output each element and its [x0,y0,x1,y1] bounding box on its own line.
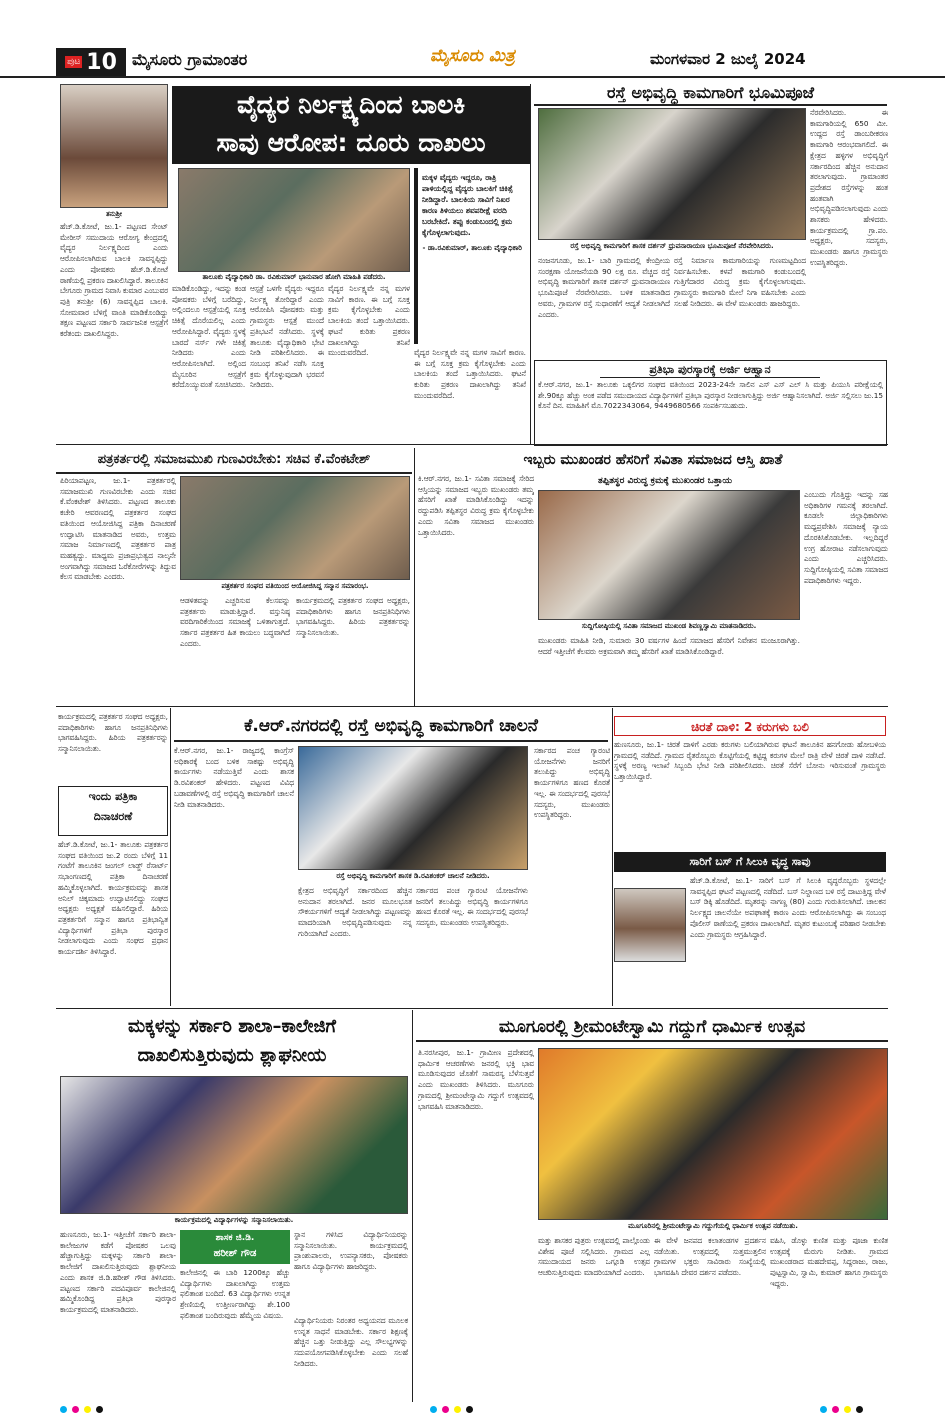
road-work-caption: ರಸ್ತೆ ಅಭಿವೃದ್ಧಿ ಕಾಮಗಾರಿಗೆ ಶಾಸಕ ಡಿ.ರವಿಶಂಕರ್ ಚಾಲನೆ ನೀಡಿದರು. [336,872,490,880]
column-rule [412,1010,413,1402]
students-photo [60,1076,408,1214]
print-registration-marks [60,1406,103,1413]
row-rule [56,706,888,707]
article-body: ಕಾರ್ಯಕ್ರಮದಲ್ಲಿ ಪತ್ರಕರ್ತರ ಸಂಘದ ಅಧ್ಯಕ್ಷರು, ಪದಾಧಿಕಾರಿಗಳು ಹಾಗೂ ಜನಪ್ರತಿನಿಧಿಗಳು ಭಾಗವಹಿಸಿದ್ದರು. ಹಿರಿಯ ಪತ್ರಕರ್ತರನ್ನು ಸನ್ಮಾನಿಸಲಾಯಿತು. [296,596,410,638]
article-body: ಹೆಚ್.ಡಿ.ಕೋಟೆ, ಜು.1- ಪಟ್ಟಣದ ಸೇಂಟ್ ಮೇರೀಸ್ ಸಮುದಾಯ ಆರೋಗ್ಯ ಕೇಂದ್ರದಲ್ಲಿ ವೈದ್ಯರ ನಿರ್ಲಕ್ಷ್ಯದಿಂದ ಎಂದು ಆರೋಪಿಸಲಾಗಿರುವ ಬಾಲಕಿ ಸಾವನ್ನಪ್ಪಿದ್ದು ಎಂದು ಪೋಷಕರು ಹೆಚ್.ಡಿ.ಕೋಟೆ ಠಾಣೆಯಲ್ಲಿ ಪ್ರಕರಣ ದಾಖಲಿಸಿದ್ದಾರೆ. ತಾಲೂಕಿನ ಬೇಗೂರು ಗ್ರಾಮದ ನಿವಾಸಿ ಕುಮಾರ ಎಂಬುವರ ಪುತ್ರಿ ತನುಶ್ರೀ (6) ಸಾವನ್ನಪ್ಪಿದ ಬಾಲಕಿ. ಸೋಮವಾರ ಬೆಳಿಗ್ಗೆ ವಾಂತಿ ಮಾಡಿಕೊಂಡಿದ್ದು ತಕ್ಷಣ ಪಟ್ಟಣದ ಸರ್ಕಾರಿ ಸಾರ್ವಜನಿಕ ಆಸ್ಪತ್ರೆಗೆ ಕರೆತಂದು ದಾಖಲಿಸಿದ್ದರು. [60,222,168,339]
article-subheadline: ತಪ್ಪಿತಸ್ಥರ ವಿರುದ್ಧ ಕ್ರಮಕ್ಕೆ ಮುಖಂಡರ ಒತ್ತಾಯ [597,476,733,486]
column-rule [170,708,171,1006]
press-event-photo [180,476,410,580]
article-body: ನಂಜನಗೂಡು, ಜು.1- ಬಾರಿ ಗ್ರಾಮದಲ್ಲಿ ಕೇಂದ್ರೀಯ ಸಂರಕ್ಷಣಾ ಯೋಜನೆಯಡಿ 90 ಲಕ್ಷ ರೂ. ವೆಚ್ಚದ ರಸ್ತೆ ಅಭಿವೃದ್ಧಿ ಕಾಮಗಾರಿಗೆ ಶಾಸಕ ದರ್ಶನ್ ಧ್ರುವನಾರಾಯಣ ಭೂಮಿಪೂಜೆ ನೆರವೇರಿಸಿದರು. ಬಳಿಕ ಮಾತನಾಡಿದ ಅವರು, ಗ್ರಾಮಗಳ ರಸ್ತೆ ಸುಧಾರಣೆಗೆ ಆದ್ಯತೆ ನೀಡಲಾಗಿದೆ ಎಂದರು. [538,256,670,319]
article-body: ಈ ವೇಳೆ ಜನಪದ ಕಲಾತಂಡಗಳ ಪ್ರದರ್ಶನ ನಡೆಯಿತು. ಉತ್ಸವದಲ್ಲಿ ಸುತ್ತಮುತ್ತಲಿನ ಗ್ರಾಮಗಳ ಭಕ್ತರು ಸಾವಿರಾರು ಸಂಖ್ಯೆಯಲ್ಲಿ ಭಾಗವಹಿಸಿ ದೇವರ ದರ್ಶನ ಪಡೆದರು. [654,1236,766,1278]
masthead: ಮೈಸೂರು ಮಿತ್ರ [430,46,515,66]
headline-line-1: ವೈದ್ಯರ ನಿರ್ಲಕ್ಷ್ಯದಿಂದ ಬಾಲಕಿ [236,90,466,119]
students-caption: ಕಾರ್ಯಕ್ರಮದಲ್ಲಿ ವಿದ್ಯಾರ್ಥಿಗಳನ್ನು ಸನ್ಮಾನಿಸಲಾಯಿತು. [174,1216,294,1224]
article-body: ಕ್ಷೇತ್ರದ ಅಭಿವೃದ್ಧಿಗೆ ಸರ್ಕಾರದಿಂದ ಹೆಚ್ಚಿನ ಅನುದಾನ ತರಲಾಗಿದೆ. ಜನರ ಮೂಲಭೂತ ಸೌಕರ್ಯಗಳಿಗೆ ಆದ್ಯತೆ ನೀಡಲಾಗಿದ್ದು ಪಟ್ಟಣವನ್ನು ಮಾದರಿಯಾಗಿ ಅಭಿವೃದ್ಧಿಪಡಿಸುವುದು ನನ್ನ ಗುರಿಯಾಗಿದೆ ಎಂದರು. [298,886,412,938]
article-headline: ಮೂಗೂರಲ್ಲಿ ಶ್ರೀಮಂಟೇಸ್ವಾಮಿ ಗದ್ದುಗೆ ಧಾರ್ಮಿಕ ಉತ್ಸವ [416,1012,888,1042]
print-registration-marks [430,1406,473,1413]
quote-author: - ಡಾ.ರವಿಕುಮಾರ್, ತಾಲೂಕು ವೈದ್ಯಾಧಿಕಾರಿ [422,244,522,252]
article-headline: ಇಬ್ಬರು ಮುಖಂಡರ ಹೆಸರಿಗೆ ಸವಿತಾ ಸಮಾಜದ ಆಸ್ತಿ ಖಾತೆ [523,452,783,468]
article-headline [172,86,530,164]
hospital-photo-caption: ತಾಲೂಕು ವೈದ್ಯಾಧಿಕಾರಿ ಡಾ. ರವಿಕುಮಾರ್ ಭಾನುವಾರ ಹೋಗಿ ಮಾಹಿತಿ ಪಡೆದರು. [202,273,386,281]
notice-headline: ಪ್ರತಿಭಾ ಪುರಸ್ಕಾರಕ್ಕೆ ಅರ್ಜಿ ಆಹ್ವಾನ [600,362,820,378]
groundbreaking-caption: ರಸ್ತೆ ಅಭಿವೃದ್ಧಿ ಕಾಮಗಾರಿಗೆ ಶಾಸಕ ದರ್ಶನ್ ಧ್ರುವನಾರಾಯಣ ಭೂಮಿಪೂಜೆ ನೆರವೇರಿಸಿದರು. [570,242,774,250]
article-body: ಸರ್ಕಾರದ ಪಂಚ ಗ್ಯಾರಂಟಿ ಯೋಜನೆಗಳು ಜನರಿಗೆ ತಲುಪಿದ್ದು ಅಭಿವೃದ್ಧಿ ಕಾರ್ಯಗಳಿಗೂ ಹಣದ ಕೊರತೆ ಇಲ್ಲ. ಈ ಸಂದರ್ಭದಲ್ಲಿ ಪುರಸಭೆ ಸದಸ್ಯರು, ಮುಖಂಡರು ಉಪಸ್ಥಿತರಿದ್ದರು. [534,746,610,820]
headline-line-1: ಮಕ್ಕಳನ್ನು ಸರ್ಕಾರಿ ಶಾಲಾ–ಕಾಲೇಜಿಗೆ [127,1016,337,1037]
section-title: ಮೈಸೂರು ಗ್ರಾಮಾಂತರ [132,50,248,69]
article-body: ವೈದ್ಯರ ನಿರ್ಲಕ್ಷ್ಯವೇ ನನ್ನ ಮಗಳ ಸಾವಿಗೆ ಕಾರಣ. ಈ ಬಗ್ಗೆ ಸೂಕ್ತ ಕ್ರಮ ಕೈಗೊಳ್ಳಬೇಕು ಎಂದು ಬಾಲಕಿಯ ತಂದೆ ಒತ್ತಾಯಿಸಿದರು. ಘಟನೆ ಕುರಿತು ಪ್ರಕರಣ ದಾಖಲಾಗಿದ್ದು ತನಿಖೆ ಮುಂದುವರೆದಿದೆ. [328,284,410,358]
article-body: ಮತ್ತು ಶಾಸಕರ ಪುತ್ರರು ಉತ್ಸವದಲ್ಲಿ ಪಾಲ್ಗೊಂಡು ವಿಶೇಷ ಪೂಜೆ ಸಲ್ಲಿಸಿದರು. ಗ್ರಾಮದ ಎಲ್ಲ ಸಮುದಾಯದ ಜನರು ಒಗ್ಗೂಡಿ ಉತ್ಸವ ಆಚರಿಸುತ್ತಿರುವುದು ಮಾದರಿಯಾಗಿದೆ ಎಂದರು. [538,1236,650,1278]
mla-title: ಶಾಸಕ ಜಿ.ಡಿ. [215,1233,255,1243]
article-headline: ಸಾರಿಗೆ ಬಸ್ ಗೆ ಸಿಲುಕಿ ವೃದ್ಧ ಸಾವು [614,852,886,872]
article-body: ತಿ.ನರಸೀಪುರ, ಜು.1- ಗ್ರಾಮೀಣ ಪ್ರದೇಶದಲ್ಲಿ ಧಾರ್ಮಿಕ ಆಚರಣೆಗಳು ಜನರಲ್ಲಿ ಭಕ್ತಿ ಭಾವ ಮೂಡಿಸುವುದರ ಜೊತೆಗೆ ಸಾಮರಸ್ಯ ಬೆಳೆಸುತ್ತವೆ ಎಂದು ಮುಖಂಡರು ತಿಳಿಸಿದರು. ಮೂಗೂರು ಗ್ರಾಮದಲ್ಲಿ ಶ್ರೀಮಂಟೇಸ್ವಾಮಿ ಗದ್ದುಗೆ ಉತ್ಸವದಲ್ಲಿ ಭಾಗವಹಿಸಿ ಮಾತನಾಡಿದರು. [418,1048,534,1111]
article-body: ವೈದ್ಯರ ನಿರ್ಲಕ್ಷ್ಯವೇ ನನ್ನ ಮಗಳ ಸಾವಿಗೆ ಕಾರಣ. ಈ ಬಗ್ಗೆ ಸೂಕ್ತ ಕ್ರಮ ಕೈಗೊಳ್ಳಬೇಕು ಎಂದು ಬಾಲಕಿಯ ತಂದೆ ಒತ್ತಾಯಿಸಿದರು. ಘಟನೆ ಕುರಿತು ಪ್ರಕರಣ ದಾಖಲಾಗಿದ್ದು ತನಿಖೆ ಮುಂದುವರೆದಿದೆ. [414,348,526,400]
road-work-photo [298,746,528,870]
festival-caption: ಮೂಗೂರಿನಲ್ಲಿ ಶ್ರೀಮಂಟೇಸ್ವಾಮಿ ಗದ್ದುಗೆಯಲ್ಲಿ ಧಾರ್ಮಿಕ ಉತ್ಸವ ನಡೆಯಿತು. [628,1222,798,1230]
portrait-photo [60,84,168,208]
headline-line-2: ದಾಖಲಿಸುತ್ತಿರುವುದು ಶ್ಲಾಘನೀಯ [137,1045,327,1066]
article-headline [56,1012,408,1070]
press-event-caption: ಪತ್ರಕರ್ತರ ಸಂಘದ ವತಿಯಿಂದ ಆಯೋಜಿಸಿದ್ದ ಸನ್ಮಾನ ಸಮಾರಂಭ. [221,582,369,590]
article-body: ವಹಿಸಿ, ಡೊಳ್ಳು ಕುಣಿತ ಮತ್ತು ಪೂಜಾ ಕುಣಿತ ಉತ್ಸವಕ್ಕೆ ಮೆರುಗು ನೀಡಿತು. ಗ್ರಾಮದ ಮುಖಂಡರಾದ ಮಹದೇವಪ್ಪ, ಸಿದ್ದರಾಜು, ರಾಜು, ಪುಟ್ಟಸ್ವಾಮಿ, ಸ್ವಾಮಿ, ಕುಮಾರ್ ಹಾಗೂ ಗ್ರಾಮಸ್ಥರು ಇದ್ದರು. [770,1236,888,1288]
divider [534,104,887,106]
page-number: 10 [86,49,117,75]
article-body: ಎಂಬುದು ಗೊತ್ತಿದ್ದು ಇದನ್ನು ಸಹ ಅಧಿಕಾರಿಗಳ ಗಮನಕ್ಕೆ ತರಲಾಗಿದೆ. ಕೂಡಲೇ ಜಿಲ್ಲಾಧಿಕಾರಿಗಳು ಮಧ್ಯಪ್ರವೇಶಿಸಿ ಸಮಾಜಕ್ಕೆ ನ್ಯಾಯ ದೊರಕಿಸಿಕೊಡಬೇಕು. ಇಲ್ಲದಿದ್ದರೆ ಉಗ್ರ ಹೋರಾಟ ನಡೆಸಲಾಗುವುದು ಎಂದು ಎಚ್ಚರಿಸಿದರು. ಸುದ್ದಿಗೋಷ್ಠಿಯಲ್ಲಿ ಸವಿತಾ ಸಮಾಜದ ಪದಾಧಿಕಾರಿಗಳು ಇದ್ದರು. [804,490,888,585]
page-label: ಪುಟ [67,57,81,67]
row-rule [56,1008,888,1009]
row-rule [56,444,888,445]
article-body: ಹೆಚ್.ಡಿ.ಕೋಟೆ, ಜು.1- ತಾಲೂಕು ಪತ್ರಕರ್ತರ ಸಂಘದ ವತಿಯಿಂದ ಜು.2 ರಂದು ಬೆಳಿಗ್ಗೆ 11 ಗಂಟೆಗೆ ತಾಲೂಕಿನ ಜಂಗಲ್ ಲಾಡ್ಜ್ ರೆಸಾರ್ಟ್ ಸಭಾಂಗಣದಲ್ಲಿ ಪತ್ರಿಕಾ ದಿನಾಚರಣೆ ಹಮ್ಮಿಕೊಳ್ಳಲಾಗಿದೆ. ಕಾರ್ಯಕ್ರಮವನ್ನು ಶಾಸಕ ಅನಿಲ್ ಚಿಕ್ಕಮಾದು ಉದ್ಘಾಟಿಸಲಿದ್ದು ಸಂಘದ ಅಧ್ಯಕ್ಷರು ಅಧ್ಯಕ್ಷತೆ ವಹಿಸಲಿದ್ದಾರೆ. ಹಿರಿಯ ಪತ್ರಕರ್ತರಿಗೆ ಸನ್ಮಾನ ಹಾಗೂ ಪ್ರತಿಭಾನ್ವಿತ ವಿದ್ಯಾರ್ಥಿಗಳಿಗೆ ಪ್ರತಿಭಾ ಪುರಸ್ಕಾರ ನೀಡಲಾಗುವುದು ಎಂದು ಸಂಘದ ಪ್ರಧಾನ ಕಾರ್ಯದರ್ಶಿ ತಿಳಿಸಿದ್ದಾರೆ. [58,840,168,957]
victim-photo [614,888,686,962]
press-day-line-2: ದಿನಾಚರಣೆ [93,810,133,823]
press-meet-caption: ಸುದ್ದಿಗೋಷ್ಠಿಯಲ್ಲಿ ಸವಿತಾ ಸಮಾಜದ ಮುಖಂಡ ಶಿವಣ್ಣಸ್ವಾಮಿ ಮಾತನಾಡಿದರು. [581,622,757,630]
headline-line-2: ಸಾವು ಆರೋಪ: ದೂರು ದಾಖಲು [216,128,486,157]
notice-body: ಕೆ.ಆರ್.ನಗರ, ಜು.1- ತಾಲೂಕು ಒಕ್ಕಲಿಗರ ಸಂಘದ ವತಿಯಿಂದ 2023-24ನೇ ಸಾಲಿನ ಎಸ್ ಎಸ್ ಎಲ್ ಸಿ ಮತ್ತು ಪಿಯುಸಿ ಪರೀಕ್ಷೆಯಲ್ಲಿ ಶೇ.90ಕ್ಕೂ ಹೆಚ್ಚು ಅಂಕ ಪಡೆದ ಸಮುದಾಯದ ವಿದ್ಯಾರ್ಥಿಗಳಿಗೆ ಪ್ರತಿಭಾ ಪುರಸ್ಕಾರ ನೀಡಲಾಗುತ್ತಿದ್ದು ಅರ್ಜಿ ಆಹ್ವಾನಿಸಲಾಗಿದೆ. ಅರ್ಜಿ ಸಲ್ಲಿಸಲು ಜು.15 ಕೊನೆ ದಿನ. ಮಾಹಿತಿಗೆ ಮೊ.7022343064, 9449680566 ಸಂಪರ್ಕಿಸಬಹುದು. [538,380,883,411]
article-body: ನೆರವೇರಿಸಿದರು. ಈ ಕಾಮಗಾರಿಯಲ್ಲಿ 650 ಮೀ. ಉದ್ದದ ರಸ್ತೆ ಡಾಂಬರೀಕರಣ ಕಾಮಗಾರಿ ಆರಂಭವಾಗಲಿದೆ. ಈ ಕ್ಷೇತ್ರದ ಹಳ್ಳಿಗಳ ಅಭಿವೃದ್ಧಿಗೆ ಸರ್ಕಾರದಿಂದ ಹೆಚ್ಚಿನ ಅನುದಾನ ತರಲಾಗುವುದು. ಗ್ರಾಮಾಂತರ ಪ್ರದೇಶದ ರಸ್ತೆಗಳನ್ನು ಹಂತ ಹಂತವಾಗಿ ಅಭಿವೃದ್ಧಿಪಡಿಸಲಾಗುವುದು ಎಂದು ಶಾಸಕರು ಹೇಳಿದರು. ಕಾರ್ಯಕ್ರಮದಲ್ಲಿ ಗ್ರಾ.ಪಂ. ಅಧ್ಯಕ್ಷರು, ಸದಸ್ಯರು, ಮುಖಂಡರು ಹಾಗೂ ಗ್ರಾಮಸ್ಥರು ಉಪಸ್ಥಿತರಿದ್ದರು. [810,108,888,267]
mla-name: ಹರೀಶ್ ಗೌಡ [213,1248,257,1259]
article-body: ಮಾಡಿಕೊಂಡಿದ್ದು, ಇದನ್ನು ಕಂಡ ಪೋಷಕರು ಬೆಳಿಗ್ಗೆ ಬರೆದಿದ್ದು, ಅಲ್ಲಿಂದಲೂ ಆಸ್ಪತ್ರೆಯಲ್ಲಿ ಸೂಕ್ತ ಚಿಕಿತ್ಸೆ ದೊರೆಯಲಿಲ್ಲ ಎಂದು ಆರೋಪಿಸಿದ್ದಾರೆ. ವೈದ್ಯರು ಸ್ಥಳಕ್ಕೆ ಬಾರದೆ ನರ್ಸ್ ಗಳೇ ಚಿಕಿತ್ಸೆ ನೀಡಿದರು ಎಂದು ಆರೋಪಿಸಲಾಗಿದೆ. ಅಲ್ಲಿಂದ ಮೈಸೂರಿನ ಆಸ್ಪತ್ರೆಗೆ ಕರೆದೊಯ್ಯುವಂತೆ ಸೂಚಿಸಿದರು. [172,284,246,390]
article-body: ಕಿ.ಆರ್.ನಗರ, ಜು.1- ಸವಿತಾ ಸಮಾಜಕ್ಕೆ ಸೇರಿದ ಆಸ್ತಿಯನ್ನು ಸಮಾಜದ ಇಬ್ಬರು ಮುಖಂಡರು ತಮ್ಮ ಹೆಸರಿಗೆ ಖಾತೆ ಮಾಡಿಸಿಕೊಂಡಿದ್ದು ಇದನ್ನು ರದ್ದುಪಡಿಸಿ ತಪ್ಪಿತಸ್ಥರ ವಿರುದ್ಧ ಕ್ರಮ ಕೈಗೊಳ್ಳಬೇಕು ಎಂದು ಸವಿತಾ ಸಮಾಜದ ಮುಖಂಡರು ಒತ್ತಾಯಿಸಿದರು. [418,474,534,537]
column-rule [612,708,613,1006]
article-body: ಸರ್ಕಾರದ ಪಂಚ ಗ್ಯಾರಂಟಿ ಯೋಜನೆಗಳು ಜನರಿಗೆ ತಲುಪಿದ್ದು ಅಭಿವೃದ್ಧಿ ಕಾರ್ಯಗಳಿಗೂ ಹಣದ ಕೊರತೆ ಇಲ್ಲ. ಈ ಸಂದರ್ಭದಲ್ಲಿ ಪುರಸಭೆ ಸದಸ್ಯರು, ಮುಖಂಡರು ಉಪಸ್ಥಿತರಿದ್ದರು. [416,886,528,928]
page-number-box [56,48,126,76]
column-rule [530,84,531,444]
divider [56,472,412,474]
press-day-heading [58,786,168,836]
quote-text: ಮಕ್ಕಳ ವೈದ್ಯರು ಇದ್ದರೂ, ರಾತ್ರಿ ಪಾಳಿಯಲ್ಲಿದ್ದ ವೈದ್ಯರು ಬಾಲಕಿಗೆ ಚಿಕಿತ್ಸೆ ನೀಡಿದ್ದಾರೆ. ಬಾಲಕಿಯ ಸಾವಿಗೆ ನಿಖರ ಕಾರಣ ತಿಳಿಯಲು ಶವಪರೀಕ್ಷೆ ವರದಿ ಬರಬೇಕಿದೆ. ತಪ್ಪು ಕಂಡುಬಂದಲ್ಲಿ ಕ್ರಮ ಕೈಗೊಳ್ಳಲಾಗುವುದು. [422,173,513,237]
article-headline: ಚಿರತೆ ದಾಳಿ: 2 ಕರುಗಳು ಬಲಿ [614,716,886,736]
article-body: ಆಡಳಿತವನ್ನು ಎಚ್ಚರಿಸುವ ಕೆಲಸವನ್ನು ಪತ್ರಕರ್ತರು ಮಾಡುತ್ತಿದ್ದಾರೆ. ವಸ್ತುನಿಷ್ಠ ವರದಿಗಾರಿಕೆಯಿಂದ ಸಮಾಜಕ್ಕೆ ಒಳಿತಾಗುತ್ತದೆ. ಸರ್ಕಾರ ಪತ್ರಕರ್ತರ ಹಿತ ಕಾಯಲು ಬದ್ಧವಾಗಿದೆ ಎಂದರು. [180,596,290,648]
mla-quote-box [180,1230,290,1264]
press-meet-photo [538,490,800,620]
press-day-line-1: ಇಂದು ಪತ್ರಿಕಾ [88,790,138,803]
article-body: ಕಾಲೇಜಿನಲ್ಲಿ ಈ ಬಾರಿ 1200ಕ್ಕೂ ಹೆಚ್ಚು ವಿದ್ಯಾರ್ಥಿಗಳು ದಾಖಲಾಗಿದ್ದು ಉತ್ತಮ ಫಲಿತಾಂಶ ಬಂದಿದೆ. 63 ವಿದ್ಯಾರ್ಥಿಗಳು ಉನ್ನತ ಶ್ರೇಣಿಯಲ್ಲಿ ಉತ್ತೀರ್ಣರಾಗಿದ್ದು ಶೇ.100 ಫಲಿತಾಂಶ ಬಂದಿರುವುದು ಹೆಮ್ಮೆಯ ವಿಷಯ. [180,1268,290,1320]
pull-quote [414,168,526,344]
column-rule [414,448,415,706]
article-body: ಕೆ.ಆರ್.ನಗರ, ಜು.1- ರಾಜ್ಯದಲ್ಲಿ ಕಾಂಗ್ರೆಸ್ ಅಧಿಕಾರಕ್ಕೆ ಬಂದ ಬಳಿಕ ಸಾಕಷ್ಟು ಅಭಿವೃದ್ಧಿ ಕಾರ್ಯಗಳು ನಡೆಯುತ್ತಿವೆ ಎಂದು ಶಾಸಕ ಡಿ.ರವಿಶಂಕರ್ ಹೇಳಿದರು. ಪಟ್ಟಣದ ವಿವಿಧ ಬಡಾವಣೆಗಳಲ್ಲಿ ರಸ್ತೆ ಅಭಿವೃದ್ಧಿ ಕಾಮಗಾರಿಗೆ ಚಾಲನೆ ನೀಡಿ ಮಾತನಾಡಿದರು. [174,746,294,809]
article-headline: ಕೆ.ಆರ್.ನಗರದಲ್ಲಿ ರಸ್ತೆ ಅಭಿವೃದ್ಧಿ ಕಾಮಗಾರಿಗೆ ಚಾಲನೆ [244,716,538,736]
article-body: ಹುಣಸೂರು, ಜು.1- ಚಿರತೆ ದಾಳಿಗೆ ಎರಡು ಕರುಗಳು ಬಲಿಯಾಗಿರುವ ಘಟನೆ ತಾಲೂಕಿನ ಹನಗೋಡು ಹೋಬಳಿಯ ಗ್ರಾಮದಲ್ಲಿ ನಡೆದಿದೆ. ಗ್ರಾಮದ ರೈತರೊಬ್ಬರು ಕೊಟ್ಟಿಗೆಯಲ್ಲಿ ಕಟ್ಟಿದ್ದ ಕರುಗಳ ಮೇಲೆ ರಾತ್ರಿ ವೇಳೆ ಚಿರತೆ ದಾಳಿ ನಡೆಸಿದೆ. ಸ್ಥಳಕ್ಕೆ ಅರಣ್ಯ ಇಲಾಖೆ ಸಿಬ್ಬಂದಿ ಭೇಟಿ ನೀಡಿ ಪರಿಶೀಲಿಸಿದರು. ಚಿರತೆ ಸೆರೆಗೆ ಬೋನು ಇರಿಸುವಂತೆ ಗ್ರಾಮಸ್ಥರು ಒತ್ತಾಯಿಸಿದ್ದಾರೆ. [614,740,886,782]
festival-photo [538,1048,888,1220]
article-headline: ಪತ್ರಕರ್ತರಲ್ಲಿ ಸಮಾಜಮುಖಿ ಗುಣವಿರಬೇಕು: ಸಚಿವ ಕೆ.ವೆಂಕಟೇಶ್ [97,452,371,467]
divider [174,740,608,742]
groundbreaking-photo [538,108,806,240]
article-body: ಹೆಚ್.ಡಿ.ಕೋಟೆ, ಜು.1- ಸಾರಿಗೆ ಬಸ್ ಗೆ ಸಿಲುಕಿ ವೃದ್ಧರೊಬ್ಬರು ಸ್ಥಳದಲ್ಲೇ ಸಾವನ್ನಪ್ಪಿದ ಘಟನೆ ಪಟ್ಟಣದಲ್ಲಿ ನಡೆದಿದೆ. ಬಸ್ ನಿಲ್ದಾಣದ ಬಳಿ ರಸ್ತೆ ದಾಟುತ್ತಿದ್ದ ವೇಳೆ ಬಸ್ ಡಿಕ್ಕಿ ಹೊಡೆದಿದೆ. ಮೃತರನ್ನು ನಾಗಣ್ಣ (80) ಎಂದು ಗುರುತಿಸಲಾಗಿದೆ. ಚಾಲಕನ ನಿರ್ಲಕ್ಷ್ಯದ ಚಾಲನೆಯೇ ಅಪಘಾತಕ್ಕೆ ಕಾರಣ ಎಂದು ಆರೋಪಿಸಲಾಗಿದ್ದು ಈ ಸಂಬಂಧ ಪೊಲೀಸ್ ಠಾಣೆಯಲ್ಲಿ ಪ್ರಕರಣ ದಾಖಲಾಗಿದೆ. ಮೃತರ ಕುಟುಂಬಕ್ಕೆ ಪರಿಹಾರ ನೀಡಬೇಕು ಎಂದು ಗ್ರಾಮಸ್ಥರು ಆಗ್ರಹಿಸಿದ್ದಾರೆ. [690,876,886,939]
article-body: ಪಿರಿಯಾಪಟ್ಟಣ, ಜು.1- ಪತ್ರಕರ್ತರಲ್ಲಿ ಸಮಾಜಮುಖಿ ಗುಣವಿರಬೇಕು ಎಂದು ಸಚಿವ ಕೆ.ವೆಂಕಟೇಶ್ ತಿಳಿಸಿದರು. ಪಟ್ಟಣದ ತಾಲೂಕು ಕಚೇರಿ ಆವರಣದಲ್ಲಿ ಪತ್ರಕರ್ತರ ಸಂಘದ ವತಿಯಿಂದ ಆಯೋಜಿಸಿದ್ದ ಪತ್ರಿಕಾ ದಿನಾಚರಣೆ ಉದ್ಘಾಟಿಸಿ ಮಾತನಾಡಿದ ಅವರು, ಉತ್ತಮ ಸಮಾಜ ನಿರ್ಮಾಣದಲ್ಲಿ ಪತ್ರಕರ್ತರ ಪಾತ್ರ ಮಹತ್ವದ್ದು. ಮಾಧ್ಯಮ ಪ್ರಜಾಪ್ರಭುತ್ವದ ನಾಲ್ಕನೇ ಅಂಗವಾಗಿದ್ದು ಸಮಾಜದ ಓರೆಕೋರೆಗಳನ್ನು ತಿದ್ದುವ ಕೆಲಸ ಮಾಡಬೇಕು ಎಂದರು. [60,476,176,582]
portrait-caption: ತನುಶ್ರೀ [106,210,122,218]
hospital-photo [178,168,410,272]
article-body: ವಿದ್ಯಾರ್ಥಿನಿಯರು ನಿರಂತರ ಅಧ್ಯಯನದ ಮೂಲಕ ಉನ್ನತ ಸಾಧನೆ ಮಾಡಬೇಕು. ಸರ್ಕಾರ ಶಿಕ್ಷಣಕ್ಕೆ ಹೆಚ್ಚಿನ ಒತ್ತು ನೀಡುತ್ತಿದ್ದು ಎಲ್ಲ ಸೌಲಭ್ಯಗಳನ್ನು ಸದುಪಯೋಗಪಡಿಸಿಕೊಳ್ಳಬೇಕು ಎಂದು ಸಲಹೆ ನೀಡಿದರು. [294,1316,408,1368]
article-body: ರಸ್ತೆ ನಿರ್ಮಾಣ ಕಾಮಗಾರಿಯನ್ನು ಗುಣಮಟ್ಟದಿಂದ ನಿರ್ವಹಿಸಬೇಕು. ಕಳಪೆ ಕಾಮಗಾರಿ ಕಂಡುಬಂದಲ್ಲಿ ಗುತ್ತಿಗೆದಾರರ ವಿರುದ್ಧ ಕ್ರಮ ಕೈಗೊಳ್ಳಲಾಗುವುದು. ಗ್ರಾಮಸ್ಥರು ಕಾಮಗಾರಿ ಮೇಲೆ ನಿಗಾ ವಹಿಸಬೇಕು ಎಂದು ಸಲಹೆ ನೀಡಿದರು. ಈ ವೇಳೆ ಮುಖಂಡರು ಹಾಜರಿದ್ದರು. [674,256,806,308]
issue-date: ಮಂಗಳವಾರ 2 ಜುಲೈ 2024 [650,50,806,68]
article-body: ಸ್ಥಾನ ಗಳಿಸಿದ ವಿದ್ಯಾರ್ಥಿನಿಯರನ್ನು ಸನ್ಮಾನಿಸಲಾಯಿತು. ಕಾರ್ಯಕ್ರಮದಲ್ಲಿ ಪ್ರಾಂಶುಪಾಲರು, ಉಪನ್ಯಾಸಕರು, ಪೋಷಕರು ಹಾಗೂ ವಿದ್ಯಾರ್ಥಿಗಳು ಹಾಜರಿದ್ದರು. [294,1230,408,1272]
article-body: ಕಾರ್ಯಕ್ರಮದಲ್ಲಿ ಪತ್ರಕರ್ತರ ಸಂಘದ ಅಧ್ಯಕ್ಷರು, ಪದಾಧಿಕಾರಿಗಳು ಹಾಗೂ ಜನಪ್ರತಿನಿಧಿಗಳು ಭಾಗವಹಿಸಿದ್ದರು. ಹಿರಿಯ ಪತ್ರಕರ್ತರನ್ನು ಸನ್ಮಾನಿಸಲಾಯಿತು. [58,712,168,754]
article-body: ಹುಣಸೂರು, ಜು.1- ಇತ್ತೀಚೆಗೆ ಸರ್ಕಾರಿ ಶಾಲಾ-ಕಾಲೇಜುಗಳ ಕಡೆಗೆ ಪೋಷಕರ ಒಲವು ಹೆಚ್ಚಾಗುತ್ತಿದ್ದು ಮಕ್ಕಳನ್ನು ಸರ್ಕಾರಿ ಶಾಲಾ-ಕಾಲೇಜಿಗೆ ದಾಖಲಿಸುತ್ತಿರುವುದು ಶ್ಲಾಘನೀಯ ಎಂದು ಶಾಸಕ ಜಿ.ಡಿ.ಹರೀಶ್ ಗೌಡ ತಿಳಿಸಿದರು. ಪಟ್ಟಣದ ಸರ್ಕಾರಿ ಪದವಿಪೂರ್ವ ಕಾಲೇಜಿನಲ್ಲಿ ಹಮ್ಮಿಕೊಂಡಿದ್ದ ಪ್ರತಿಭಾ ಪುರಸ್ಕಾರ ಕಾರ್ಯಕ್ರಮದಲ್ಲಿ ಮಾತನಾಡಿದರು. [60,1230,176,1314]
print-registration-marks [820,1406,863,1413]
article-body: ಆಸ್ಪತ್ರೆ ಒಳಗೇ ವೈದ್ಯರು ಇದ್ದರೂ ನಿರ್ಲಕ್ಷ್ಯ ತೋರಿದ್ದಾರೆ ಎಂದು ಆರೋಪಿಸಿ ಪೋಷಕರು ಮತ್ತು ಗ್ರಾಮಸ್ಥರು ಆಸ್ಪತ್ರೆ ಮುಂದೆ ಪ್ರತಿಭಟನೆ ನಡೆಸಿದರು. ಸ್ಥಳಕ್ಕೆ ತಾಲೂಕು ವೈದ್ಯಾಧಿಕಾರಿ ಭೇಟಿ ನೀಡಿ ಪರಿಶೀಲಿಸಿದರು. ಈ ಸಂಬಂಧ ತನಿಖೆ ನಡೆಸಿ ಸೂಕ್ತ ಕ್ರಮ ಕೈಗೊಳ್ಳುವುದಾಗಿ ಭರವಸೆ ನೀಡಿದರು. [250,284,324,390]
article-headline: ರಸ್ತೆ ಅಭಿವೃದ್ಧಿ ಕಾಮಗಾರಿಗೆ ಭೂಮಿಪೂಜೆ [534,82,887,104]
article-body: ಮುಖಂಡರು ಮಾಹಿತಿ ನೀಡಿ, ಸುಮಾರು 30 ವರ್ಷಗಳ ಹಿಂದೆ ಸಮಾಜದ ಹೆಸರಿಗೆ ನಿವೇಶನ ಮಂಜೂರಾಗಿತ್ತು. ಆದರೆ ಇತ್ತೀಚೆಗೆ ಕೆಲವರು ಅಕ್ರಮವಾಗಿ ತಮ್ಮ ಹೆಸರಿಗೆ ಖಾತೆ ಮಾಡಿಸಿಕೊಂಡಿದ್ದಾರೆ. [538,636,800,656]
